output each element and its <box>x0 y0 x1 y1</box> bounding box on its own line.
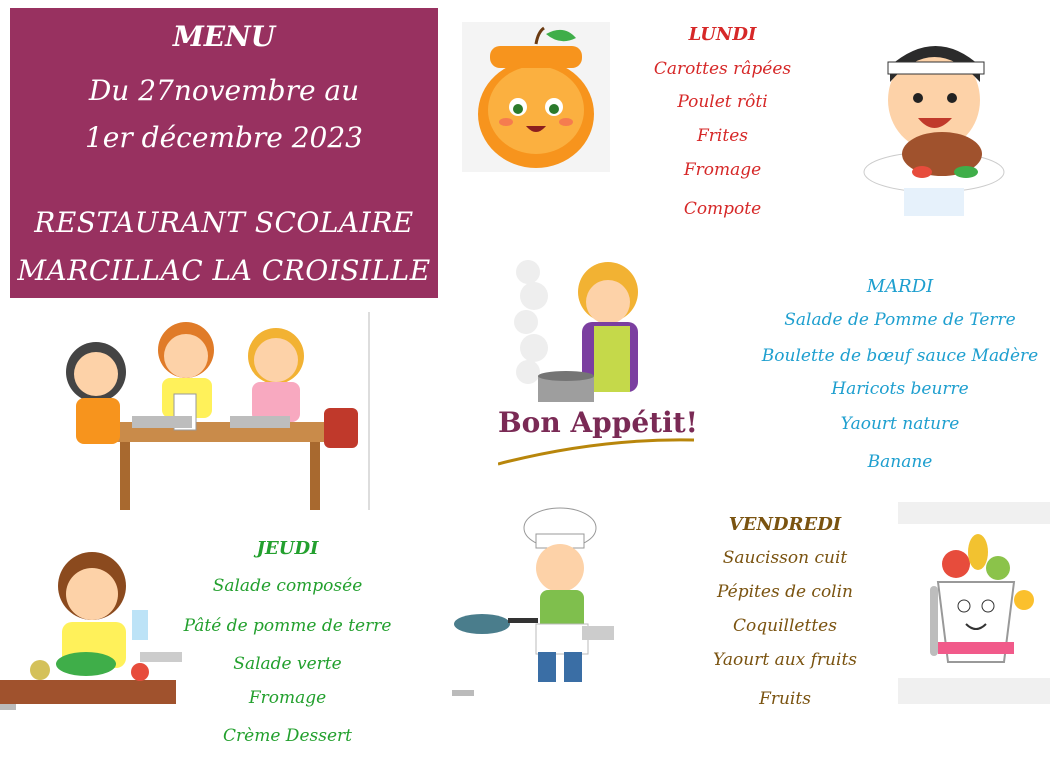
vendredi-item: Yaourt aux fruits <box>712 650 858 670</box>
lundi-title: LUNDI <box>688 24 757 45</box>
jeudi-item: Crème Dessert <box>223 726 352 746</box>
mardi-item: Banane <box>867 452 933 472</box>
menu-title: MENU <box>172 20 276 53</box>
chef-boy-illustration <box>452 506 617 698</box>
girl-eating-salad-illustration <box>0 552 182 712</box>
kids-eating-illustration <box>40 312 370 510</box>
lundi-item: Fromage <box>683 160 762 180</box>
cook-bon-appetit-illustration <box>498 252 698 476</box>
mardi-item: Salade de Pomme de Terre <box>784 310 1016 330</box>
lundi-item: Frites <box>697 126 748 146</box>
mardi-item: Haricots beurre <box>831 379 969 399</box>
dates-line-2: 1er décembre 2023 <box>84 121 363 154</box>
vendredi-item: Fruits <box>759 689 811 709</box>
bon-appetit-text: Bon Appétit! <box>498 406 698 439</box>
boy-with-chicken-illustration <box>862 22 1012 218</box>
jeudi-item: Salade composée <box>212 576 363 596</box>
vendredi-item: Saucisson cuit <box>722 548 848 568</box>
lundi-item: Poulet rôti <box>677 92 768 112</box>
jeudi-item: Fromage <box>248 688 327 708</box>
lundi-item: Compote <box>683 199 762 219</box>
honey-jar-illustration <box>462 22 610 172</box>
dates-line-1: Du 27novembre au <box>88 74 360 107</box>
vendredi-item: Pépites de colin <box>717 582 853 602</box>
restaurant-line-1: RESTAURANT SCOLAIRE <box>34 206 414 239</box>
menu-header <box>10 8 438 298</box>
jeudi-item: Pâté de pomme de terre <box>183 616 392 636</box>
yogurt-cup-illustration <box>898 502 1050 704</box>
vendredi-title: VENDREDI <box>728 514 842 535</box>
vendredi-item: Coquillettes <box>733 616 837 636</box>
jeudi-item: Salade verte <box>233 654 342 674</box>
mardi-item: Yaourt nature <box>840 414 960 434</box>
lundi-item: Carottes râpées <box>653 59 792 79</box>
mardi-title: MARDI <box>866 276 934 297</box>
mardi-item: Boulette de bœuf sauce Madère <box>761 346 1039 366</box>
restaurant-line-2: MARCILLAC LA CROISILLE <box>17 254 431 287</box>
jeudi-title: JEUDI <box>256 538 319 559</box>
